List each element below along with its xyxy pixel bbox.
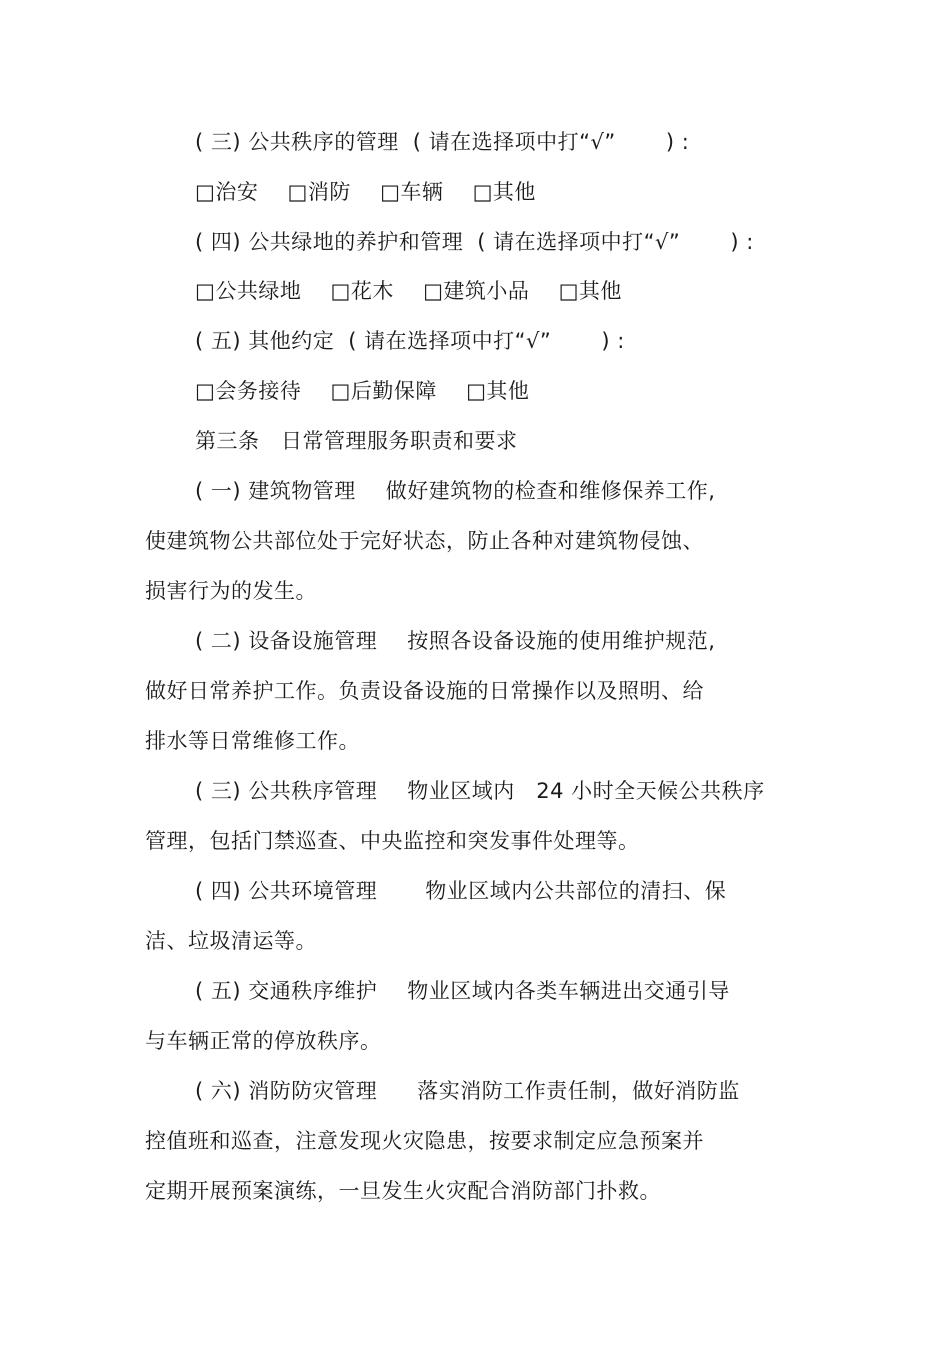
item-label: ( 三) 公共秩序管理 [195, 779, 378, 803]
checkbox-option[interactable]: □后勤保障 [330, 379, 437, 403]
section-4-heading-line [195, 227, 754, 257]
section-3-heading-line [195, 127, 689, 157]
item-text-line: 排水等日常维修工作。 [145, 729, 360, 753]
item-text: 物业区域内公共部位的清扫、保 [425, 879, 727, 903]
checkbox-option[interactable]: □消防 [287, 180, 351, 204]
section-5-heading: ( 五) 其他约定 [195, 329, 335, 353]
item-1-first-line [195, 476, 715, 506]
item-5-first-line [195, 976, 730, 1006]
item-text: 做好建筑物的检查和维修保养工作, [385, 479, 716, 503]
section-4-heading: ( 四) 公共绿地的养护和管理 [195, 230, 464, 254]
item-text: 物业区域内 24 小时全天候公共秩序 [407, 779, 765, 803]
item-4-first-line [195, 876, 726, 906]
section-5-heading-line [195, 326, 625, 356]
item-3-first-line [195, 776, 765, 806]
item-label: ( 一) 建筑物管理 [195, 479, 356, 503]
item-text: 按照各设备设施的使用维护规范, [407, 629, 716, 653]
section-3-options [195, 177, 536, 207]
checkbox-option[interactable]: □其他 [558, 279, 622, 303]
section-3-heading: ( 三) 公共秩序的管理 [195, 130, 399, 154]
article-3-title: 第三条 日常管理服务职责和要求 [195, 429, 518, 453]
section-4-options [195, 276, 622, 306]
section-5-options [195, 376, 529, 406]
checkbox-option[interactable]: □其他 [466, 379, 530, 403]
item-label: ( 二) 设备设施管理 [195, 629, 378, 653]
item-text-line: 定期开展预案演练，一旦发生火灾配合消防部门扑救。 [145, 1179, 661, 1203]
item-text-line: 管理，包括门禁巡查、中央监控和突发事件处理等。 [145, 829, 640, 853]
item-text-line: 控值班和巡查，注意发现火灾隐患，按要求制定应急预案并 [145, 1129, 704, 1153]
section-5-hint: ( 请在选择项中打“√” ) : [348, 329, 625, 353]
item-text-line: 损害行为的发生。 [145, 579, 317, 603]
section-3-hint: ( 请在选择项中打“√” ) : [412, 130, 690, 154]
item-text-line: 与车辆正常的停放秩序。 [145, 1029, 382, 1053]
checkbox-option[interactable]: □会务接待 [195, 379, 302, 403]
item-label: ( 六) 消防防灾管理 [195, 1079, 378, 1103]
item-text: 物业区域内各类车辆进出交通引导 [407, 979, 730, 1003]
item-2-first-line [195, 626, 715, 656]
checkbox-option[interactable]: □花木 [330, 279, 394, 303]
item-text-line: 洁、垃圾清运等。 [145, 929, 317, 953]
item-label: ( 五) 交通秩序维护 [195, 979, 378, 1003]
section-4-hint: ( 请在选择项中打“√” ) : [477, 230, 754, 254]
checkbox-option[interactable]: □建筑小品 [423, 279, 530, 303]
item-text: 落实消防工作责任制，做好消防监 [417, 1079, 740, 1103]
checkbox-option[interactable]: □治安 [195, 180, 259, 204]
item-6-first-line [195, 1076, 740, 1106]
checkbox-option[interactable]: □车辆 [380, 180, 444, 204]
checkbox-option[interactable]: □其他 [472, 180, 536, 204]
item-label: ( 四) 公共环境管理 [195, 879, 378, 903]
checkbox-option[interactable]: □公共绿地 [195, 279, 302, 303]
item-text-line: 做好日常养护工作。负责设备设施的日常操作以及照明、给 [145, 679, 704, 703]
item-text-line: 使建筑物公共部位处于完好状态，防止各种对建筑物侵蚀、 [145, 529, 704, 553]
